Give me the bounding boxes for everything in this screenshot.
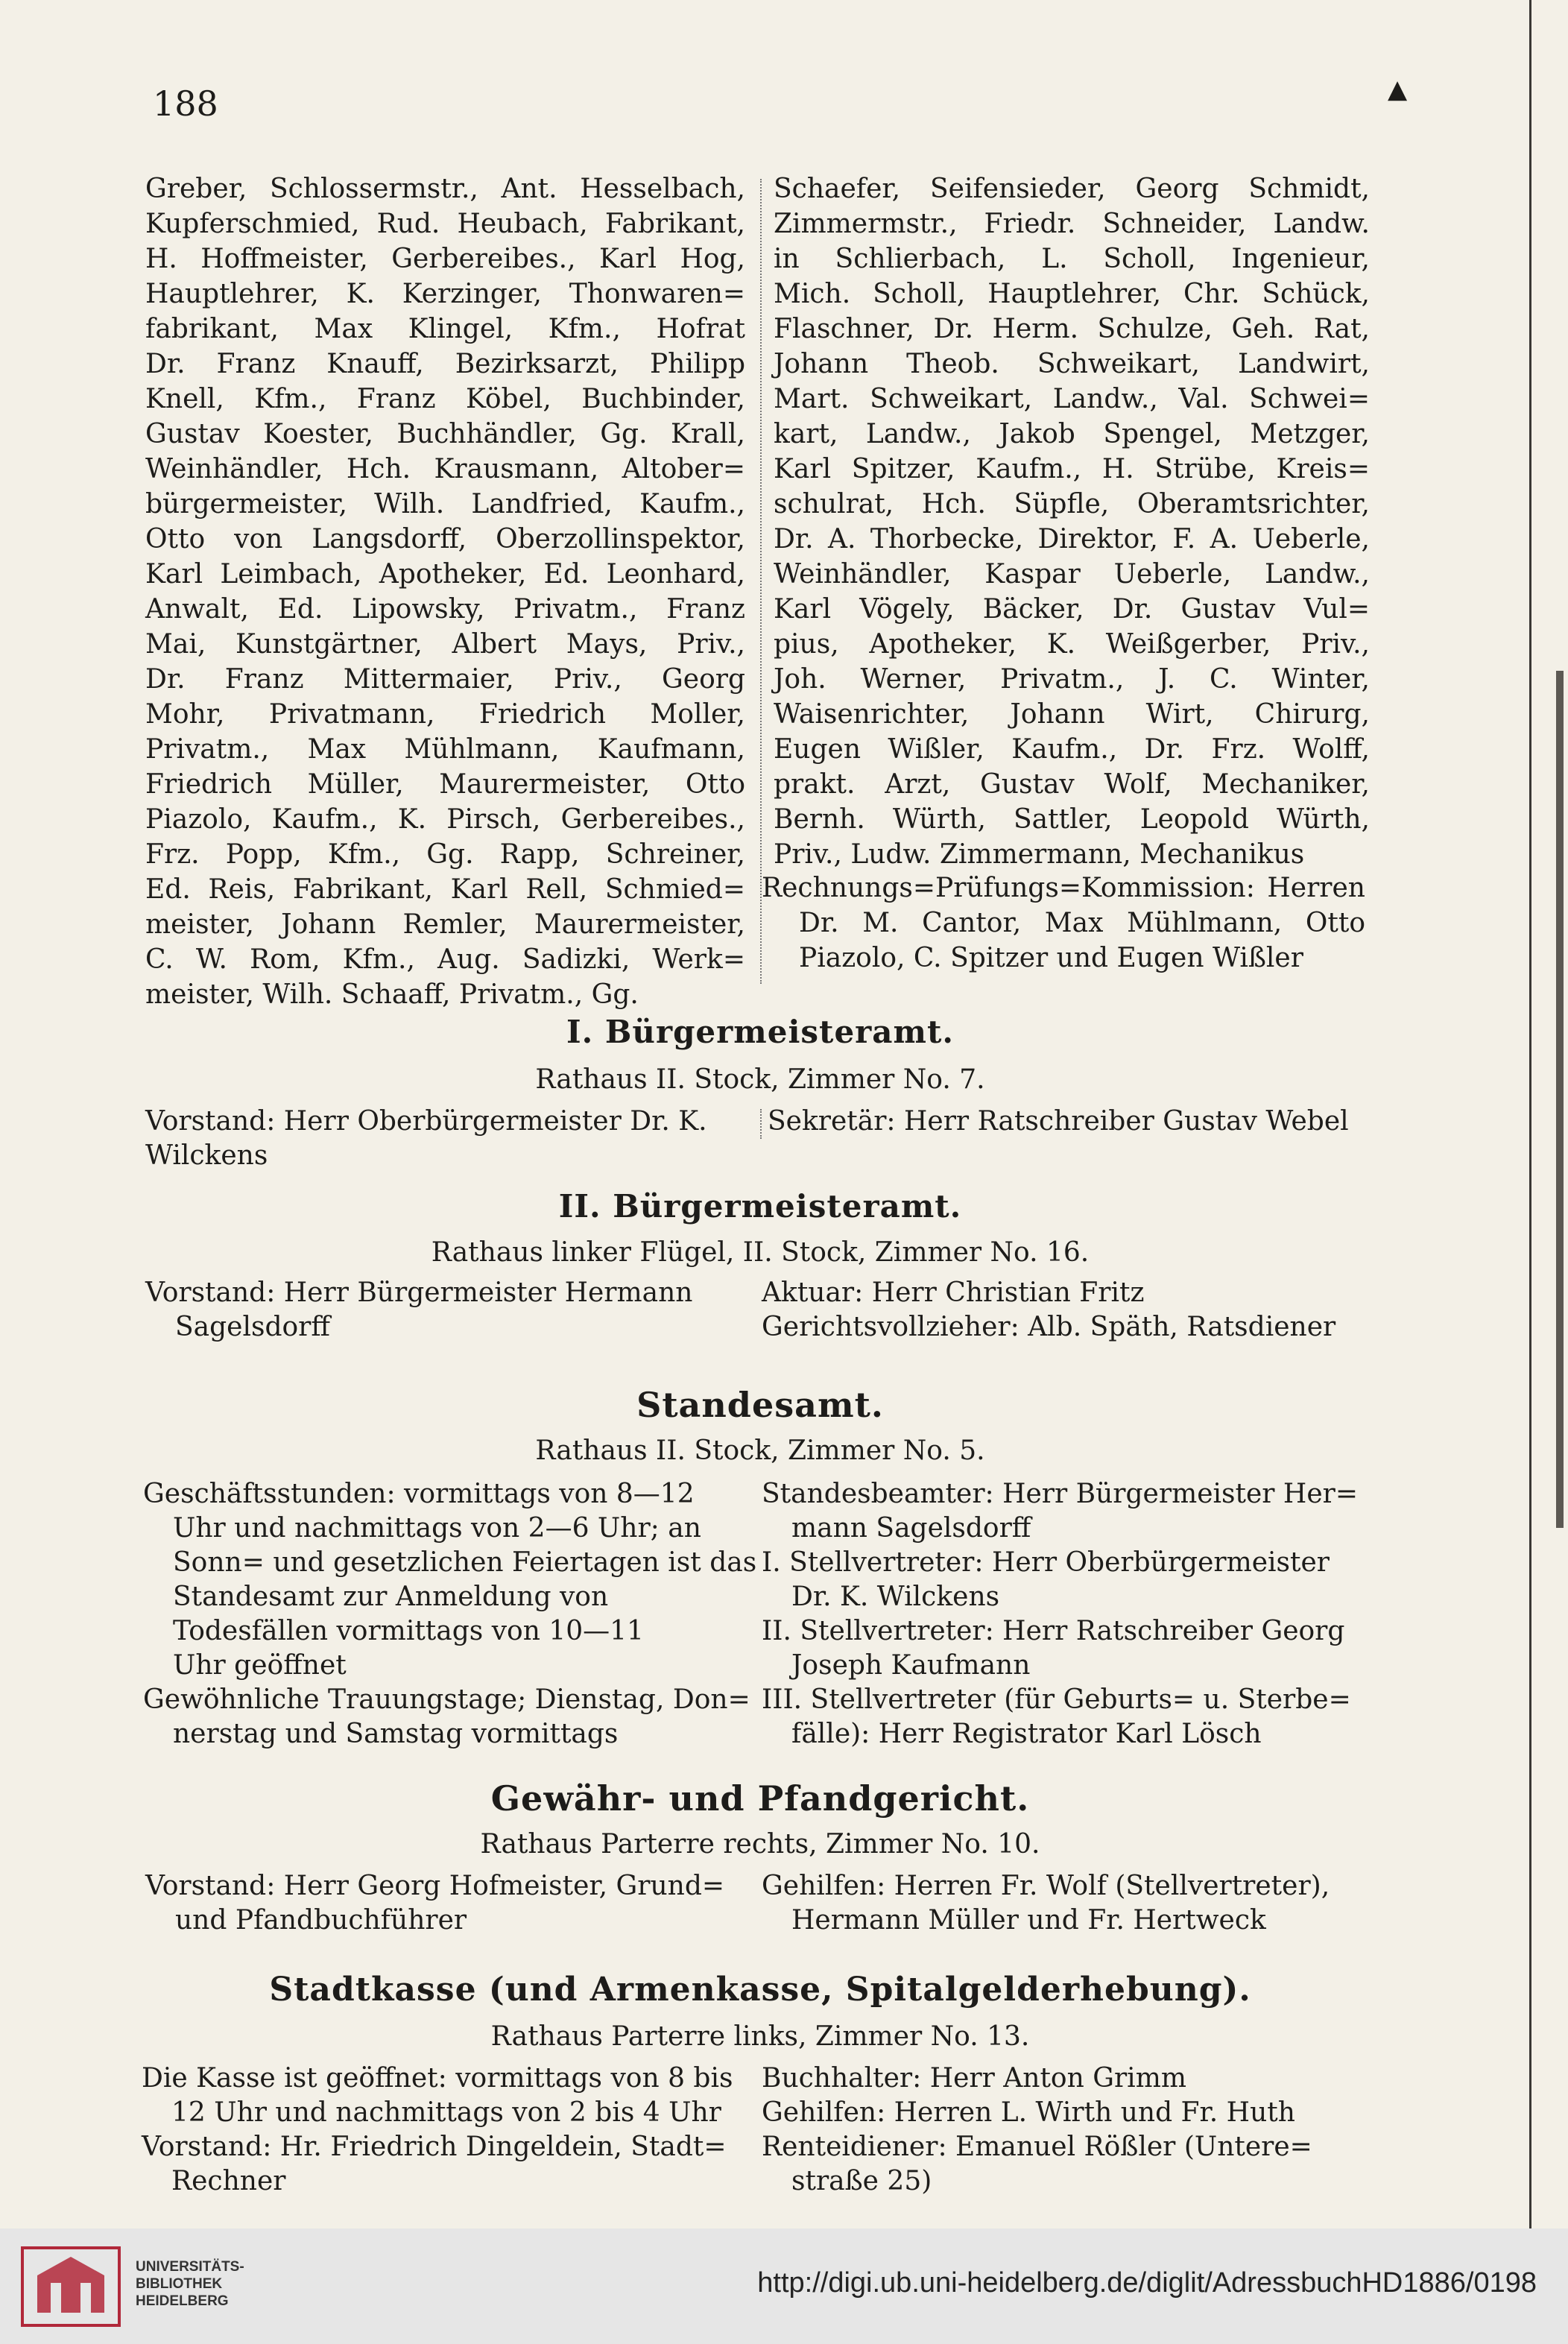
- library-footer: [0, 2228, 1568, 2344]
- text-line: nerstag und Samstag vormittags: [173, 1719, 619, 1749]
- text-line: Buchhalter: Herr Anton Grimm: [762, 2063, 1186, 2094]
- section-location-1: Rathaus II. Stock, Zimmer No. 7.: [535, 1064, 985, 1095]
- text-line: Gehilfen: Herren Fr. Wolf (Stellvertreter),: [762, 1871, 1330, 1901]
- text-line: Todesfällen vormittags von 10—11: [173, 1616, 644, 1646]
- text-line: Frz. Popp, Kfm., Gg. Rapp, Schreiner,: [145, 839, 745, 870]
- text-line: III. Stellvertreter (für Geburts= u. Sterbe=: [762, 1684, 1351, 1715]
- text-line: Karl Leimbach, Apotheker, Ed. Leonhard,: [145, 559, 745, 590]
- text-line: straße 25): [791, 2166, 932, 2196]
- text-line: Mich. Scholl, Hauptlehrer, Chr. Schück,: [774, 279, 1370, 309]
- text-line: schulrat, Hch. Süpfle, Oberamtsrichter,: [774, 489, 1370, 519]
- text-line: Weinhändler, Kaspar Ueberle, Landw.,: [774, 559, 1370, 590]
- text-line: Gustav Koester, Buchhändler, Gg. Krall,: [145, 419, 745, 449]
- library-name: [136, 2258, 244, 2310]
- text-line: Rechnungs=Prüfungs=Kommission: Herren: [762, 873, 1365, 903]
- section-2-left: [145, 1276, 756, 1345]
- library-name-line: BIBLIOTHEK: [136, 2276, 223, 2292]
- text-line: Standesamt zur Anmeldung von: [173, 1582, 609, 1612]
- section-1-right: [768, 1105, 1379, 1139]
- column-divider: [760, 179, 762, 984]
- section-title-4: Gewähr- und Pfandgericht.: [490, 1778, 1030, 1819]
- text-line: Standesbeamter: Herr Bürgermeister Her=: [762, 1479, 1358, 1509]
- library-name-line: HEIDELBERG: [136, 2293, 229, 2309]
- section-location-4: Rathaus Parterre rechts, Zimmer No. 10.: [480, 1829, 1040, 1860]
- permalink-url[interactable]: http://digi.ub.uni-heidelberg.de/diglit/AdressbuchHD1886/0198: [757, 2267, 1537, 2299]
- text-line: H. Hoffmeister, Gerbereibes., Karl Hog,: [145, 244, 745, 274]
- text-line: Dr. Franz Knauff, Bezirksarzt, Philipp: [145, 349, 745, 379]
- section-3-left: [143, 1477, 757, 1751]
- text-line: Privatm., Max Mühlmann, Kaufmann,: [145, 734, 745, 765]
- library-name-line: UNIVERSITÄTS-: [136, 2259, 244, 2275]
- text-line: pius, Apotheker, K. Weißgerber, Priv.,: [774, 629, 1370, 660]
- text-line: Mohr, Privatmann, Friedrich Moller,: [145, 699, 745, 730]
- text-line: Knell, Kfm., Franz Köbel, Buchbinder,: [145, 384, 745, 414]
- text-line: Vorstand: Hr. Friedrich Dingeldein, Stadt=: [142, 2132, 727, 2162]
- text-line: Dr. K. Wilckens: [791, 1582, 1000, 1612]
- text-line: meister, Johann Remler, Maurermeister,: [145, 909, 745, 940]
- names-column-left: [145, 171, 745, 1012]
- text-line: I. Stellvertreter: Herr Oberbürgermeister: [762, 1547, 1330, 1578]
- text-line: Gerichtsvollzieher: Alb. Späth, Ratsdiener: [762, 1312, 1336, 1342]
- text-line: Johann Theob. Schweikart, Landwirt,: [774, 349, 1370, 379]
- text-line: Uhr geöffnet: [173, 1650, 347, 1681]
- section-4-left: [145, 1869, 756, 1938]
- text-line: Bernh. Würth, Sattler, Leopold Würth,: [774, 804, 1370, 835]
- text-line: Sagelsdorff: [175, 1312, 330, 1342]
- text-line: Mai, Kunstgärtner, Albert Mays, Priv.,: [145, 629, 745, 660]
- text-line: C. W. Rom, Kfm., Aug. Sadizki, Werk=: [145, 944, 745, 975]
- text-line: Zimmermstr., Friedr. Schneider, Landw.: [774, 209, 1370, 239]
- text-line: Anwalt, Ed. Lipowsky, Privatm., Franz: [145, 594, 745, 625]
- text-line: II. Stellvertreter: Herr Ratschreiber Georg: [762, 1616, 1345, 1646]
- text-line: Vorstand: Herr Bürgermeister Hermann: [145, 1277, 693, 1308]
- section-location-5: Rathaus Parterre links, Zimmer No. 13.: [490, 2021, 1030, 2052]
- text-line: und Pfandbuchführer: [175, 1905, 467, 1936]
- section-location-2: Rathaus linker Flügel, II. Stock, Zimmer No. 16.: [431, 1237, 1090, 1268]
- text-line: Karl Spitzer, Kaufm., H. Strübe, Kreis=: [774, 454, 1370, 484]
- section-4-right: [762, 1869, 1380, 1938]
- text-line: Wilckens: [145, 1140, 268, 1171]
- text-line: Schaefer, Seifensieder, Georg Schmidt,: [774, 174, 1370, 204]
- text-line: Joseph Kaufmann: [791, 1650, 1031, 1681]
- column-divider: [760, 1109, 762, 1139]
- section-5-left: [142, 2062, 760, 2199]
- section-title-5: Stadtkasse (und Armenkasse, Spitalgelderhebung).: [269, 1971, 1251, 2009]
- text-line: Geschäftsstunden: vormittags von 8—12: [143, 1479, 695, 1509]
- text-line: Piazolo, Kaufm., K. Pirsch, Gerbereibes.,: [145, 804, 745, 835]
- text-line: Otto von Langsdorff, Oberzollinspektor,: [145, 524, 745, 555]
- text-line: Friedrich Müller, Maurermeister, Otto: [145, 769, 745, 800]
- audit-commission: [762, 871, 1365, 976]
- text-line: Ed. Reis, Fabrikant, Karl Rell, Schmied=: [145, 874, 745, 905]
- text-line: Piazolo, C. Spitzer und Eugen Wißler: [799, 943, 1303, 973]
- text-line: Hermann Müller und Fr. Hertweck: [791, 1905, 1266, 1936]
- text-line: Die Kasse ist geöffnet: vormittags von 8 bis: [142, 2063, 733, 2094]
- text-line: Eugen Wißler, Kaufm., Dr. Frz. Wolff,: [774, 734, 1370, 765]
- section-1-left: [145, 1105, 756, 1173]
- text-line: in Schlierbach, L. Scholl, Ingenieur,: [774, 244, 1370, 274]
- text-line: bürgermeister, Wilh. Landfried, Kaufm.,: [145, 489, 745, 519]
- text-line: Vorstand: Herr Georg Hofmeister, Grund=: [145, 1871, 725, 1901]
- text-line: Karl Vögely, Bäcker, Dr. Gustav Vul=: [774, 594, 1370, 625]
- text-line: Weinhändler, Hch. Krausmann, Altober=: [145, 454, 745, 484]
- page-edge-line: [1529, 0, 1531, 2228]
- text-line: Dr. M. Cantor, Max Mühlmann, Otto: [799, 908, 1365, 938]
- text-line: Rechner: [171, 2166, 286, 2196]
- text-line: Renteidiener: Emanuel Rößler (Untere=: [762, 2132, 1312, 2162]
- print-mark-icon: ▲: [1388, 75, 1408, 104]
- text-line: fabrikant, Max Klingel, Kfm., Hofrat: [145, 314, 745, 344]
- text-line: Greber, Schlossermstr., Ant. Hesselbach,: [145, 174, 745, 204]
- text-line: Waisenrichter, Johann Wirt, Chirurg,: [774, 699, 1370, 730]
- section-3-right: [762, 1477, 1380, 1751]
- section-location-3: Rathaus II. Stock, Zimmer No. 5.: [535, 1435, 985, 1466]
- text-line: Dr. Franz Mittermaier, Priv., Georg: [145, 664, 745, 695]
- text-line: kart, Landw., Jakob Spengel, Metzger,: [774, 419, 1370, 449]
- section-title-3: Standesamt.: [636, 1385, 884, 1425]
- names-column-right: [774, 171, 1370, 872]
- text-line: meister, Wilh. Schaaff, Privatm., Gg.: [145, 979, 639, 1010]
- section-title-1: I. Bürgermeisteramt.: [566, 1014, 954, 1050]
- text-line: Mart. Schweikart, Landw., Val. Schwei=: [774, 384, 1370, 414]
- text-line: Sekretär: Herr Ratschreiber Gustav Webel: [768, 1106, 1349, 1137]
- text-line: fälle): Herr Registrator Karl Lösch: [791, 1719, 1262, 1749]
- section-title-2: II. Bürgermeisteramt.: [558, 1188, 962, 1225]
- text-line: Gehilfen: Herren L. Wirth und Fr. Huth: [762, 2097, 1295, 2128]
- page-edge-shadow: [1556, 671, 1564, 1528]
- text-line: prakt. Arzt, Gustav Wolf, Mechaniker,: [774, 769, 1370, 800]
- text-line: Priv., Ludw. Zimmermann, Mechanikus: [774, 839, 1305, 870]
- university-seal-icon: [15, 2242, 127, 2331]
- text-line: Hauptlehrer, K. Kerzinger, Thonwaren=: [145, 279, 745, 309]
- text-line: Aktuar: Herr Christian Fritz: [762, 1277, 1145, 1308]
- text-line: Flaschner, Dr. Herm. Schulze, Geh. Rat,: [774, 314, 1370, 344]
- section-2-right: [762, 1276, 1380, 1345]
- text-line: 12 Uhr und nachmittags von 2 bis 4 Uhr: [171, 2097, 721, 2128]
- text-line: Gewöhnliche Trauungstage; Dienstag, Don=: [143, 1684, 750, 1715]
- text-line: mann Sagelsdorff: [791, 1513, 1031, 1544]
- text-line: Vorstand: Herr Oberbürgermeister Dr. K.: [145, 1106, 707, 1137]
- text-line: Joh. Werner, Privatm., J. C. Winter,: [774, 664, 1370, 695]
- section-5-right: [762, 2062, 1380, 2199]
- page-number: 188: [153, 83, 218, 124]
- text-line: Dr. A. Thorbecke, Direktor, F. A. Ueberle,: [774, 524, 1370, 555]
- text-line: Uhr und nachmittags von 2—6 Uhr; an: [173, 1513, 701, 1544]
- text-line: Sonn= und gesetzlichen Feiertagen ist das: [173, 1547, 757, 1578]
- text-line: Kupferschmied, Rud. Heubach, Fabrikant,: [145, 209, 745, 239]
